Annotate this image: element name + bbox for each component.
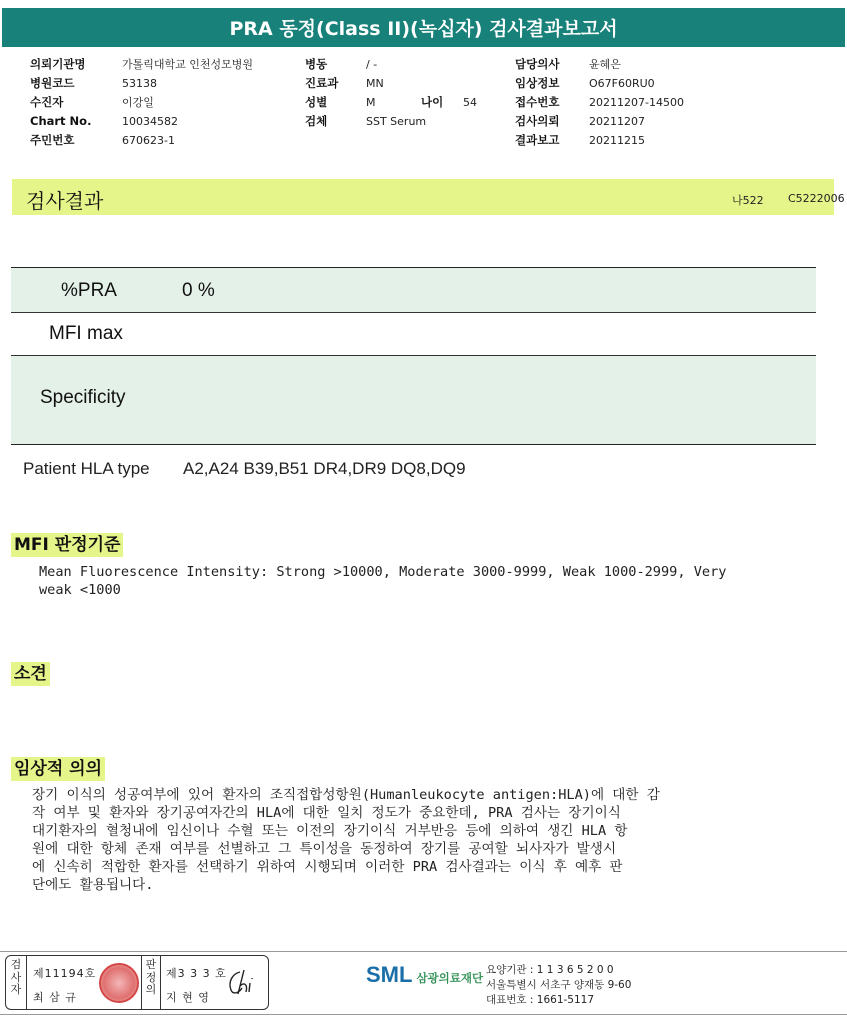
patient-label: 수진자	[30, 95, 64, 109]
test-code: 나522	[732, 194, 764, 207]
header-col2	[305, 55, 477, 131]
mfi-label: MFI max	[49, 323, 123, 344]
specimen-label: 검체	[305, 114, 328, 128]
institution-info	[486, 963, 631, 1008]
receipt-no-label: 접수번호	[515, 95, 560, 109]
hla-label: Patient HLA type	[23, 459, 150, 478]
approver-name: 지 현 영	[166, 991, 210, 1004]
header-col1	[30, 55, 253, 150]
clinical-text: 장기 이식의 성공여부에 있어 환자의 조직접합성항원(Humanleukocyte antigen:HLA)에 대한 감 작 여부 및 환자와 장기공여자간의 HLA에 대한 일치 정도가 중요한데, PRA 검사는 장기이식 대기환자의 혈청내에 임신이나 수혈 또는 이전의 장기이식 거부반응 등에 의하여 생긴 HLA 항 원에 대한 항체 존재 여부를 선별하고 그 특이성을 동정하여 장기를 공여할 뇌사자가 발생시 에 신속히 적합한 환자를 선택하기 위하여 시행되며 이러한 PRA 검사결과는 이식 후 예후 판 단에도 활용됩니다.	[32, 787, 660, 893]
ward-label: 병동	[305, 57, 328, 71]
chart-no-value: 10034582	[122, 115, 178, 128]
opinion-title: 소견	[11, 662, 50, 686]
ward-value: / -	[366, 58, 378, 71]
receipt-no-value: 20211207-14500	[589, 96, 684, 109]
header-col3	[515, 55, 684, 150]
request-date-value: 20211207	[589, 115, 645, 128]
specimen-value: SST Serum	[366, 115, 427, 128]
approver-no: 제3 3 3 호	[166, 967, 227, 980]
sex-label: 성별	[305, 95, 328, 109]
report-date-value: 20211215	[589, 134, 645, 147]
logo-mark: SML	[366, 962, 413, 987]
mfi-criteria-title: MFI 판정기준	[11, 533, 123, 557]
report-title: PRA 동정(Class II)(녹십자) 검사결과보고서	[2, 8, 845, 47]
divider	[141, 956, 142, 1009]
pra-label: %PRA	[61, 280, 117, 301]
institution-phone: 대표번호 : 1661-5117	[486, 994, 595, 1006]
clinical-info-value: O67F60RU0	[589, 77, 655, 90]
specificity-row	[11, 356, 816, 445]
resident-no-value: 670623-1	[122, 134, 175, 147]
footer-divider	[0, 951, 847, 952]
doctor-label: 담당의사	[515, 57, 560, 71]
doctor-value: 윤혜은	[589, 58, 621, 71]
result-table	[11, 267, 816, 445]
signature-box	[5, 955, 269, 1010]
pra-value: 0 %	[182, 280, 215, 301]
sml-logo	[366, 962, 483, 988]
report-date-label: 결과보고	[515, 133, 560, 147]
hla-value: A2,A24 B39,B51 DR4,DR9 DQ8,DQ9	[183, 459, 466, 478]
hospital-code-label: 병원코드	[30, 76, 75, 90]
institution-code: 요양기관 : 1 1 3 6 5 2 0 0	[486, 964, 614, 976]
pra-row	[11, 267, 816, 313]
department-value: MN	[366, 77, 384, 90]
patient-value: 이강일	[122, 96, 154, 109]
test-id: C5222006	[788, 192, 845, 205]
divider	[26, 956, 27, 1009]
logo-name: 삼광의료재단	[416, 971, 484, 985]
specificity-label: Specificity	[40, 387, 126, 408]
footer-bottom-line	[0, 1014, 847, 1015]
examiner-label: 검사자	[10, 958, 22, 996]
age-label: 나이	[421, 95, 444, 109]
hospital-code-value: 53138	[122, 77, 157, 90]
chart-no-label: Chart No.	[30, 114, 92, 128]
examiner-no: 제11194호	[33, 967, 97, 980]
mfi-criteria-text: Mean Fluorescence Intensity: Strong >10000, Moderate 3000-9999, Weak 1000-2999, Very weak <1000	[39, 564, 727, 598]
sex-value: M	[366, 96, 376, 109]
result-header	[12, 179, 845, 215]
org-label: 의뢰기관명	[30, 57, 86, 71]
age-value: 54	[463, 96, 477, 109]
approver-label: 판정의	[145, 958, 157, 996]
institution-address: 서울특별시 서초구 양재동 9-60	[486, 979, 632, 991]
clinical-title: 임상적 의의	[11, 757, 105, 781]
mfi-row	[11, 313, 816, 356]
examiner-name: 최 삼 규	[33, 991, 77, 1004]
resident-no-label: 주민번호	[30, 133, 75, 147]
request-date-label: 검사의뢰	[515, 114, 560, 128]
clinical-info-label: 임상정보	[515, 76, 560, 90]
org-value: 가톨릭대학교 인천성모병원	[122, 58, 254, 71]
signature-icon	[224, 968, 262, 998]
seal-icon	[99, 963, 139, 1003]
department-label: 진료과	[305, 76, 339, 90]
divider	[160, 956, 161, 1009]
result-heading: 검사결과	[26, 189, 104, 213]
